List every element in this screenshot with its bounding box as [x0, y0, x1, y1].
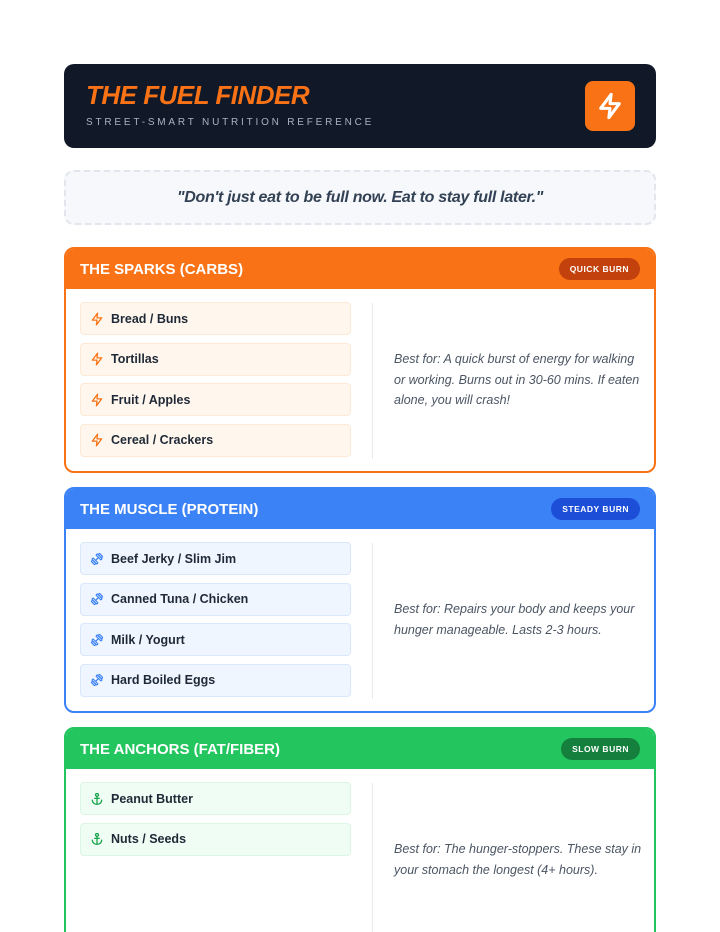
divider	[372, 303, 373, 459]
divider	[372, 783, 373, 932]
food-item-label: Tortillas	[111, 352, 159, 367]
food-item	[80, 424, 351, 457]
food-item	[80, 623, 351, 656]
anchor-icon	[89, 831, 105, 847]
section-description: Best for: Repairs your body and keeps your hunger manageable. Lasts 2-3 hours.	[394, 602, 635, 637]
page-subtitle: STREET-SMART NUTRITION REFERENCE	[86, 117, 375, 128]
food-item	[80, 583, 351, 616]
motto-quote: "Don't just eat to be full now. Eat to stay full later."	[64, 170, 656, 225]
section-header	[66, 249, 654, 289]
food-item	[80, 823, 351, 856]
food-item	[80, 542, 351, 575]
dumbbell-icon	[89, 591, 105, 607]
food-item-label: Milk / Yogurt	[111, 632, 185, 647]
food-item-label: Peanut Butter	[111, 791, 193, 806]
food-item-label: Fruit / Apples	[111, 392, 191, 407]
section-muscle	[64, 487, 656, 713]
food-item	[80, 782, 351, 815]
section-anchors	[64, 727, 656, 932]
section-sparks	[64, 247, 656, 473]
burn-badge: QUICK BURN	[559, 258, 640, 280]
food-item-label: Cereal / Crackers	[111, 433, 214, 448]
lightning-icon	[89, 311, 105, 327]
section-title: THE SPARKS (CARBS)	[80, 260, 244, 278]
food-item-label: Beef Jerky / Slim Jim	[111, 551, 237, 566]
dumbbell-icon	[89, 672, 105, 688]
burn-badge: SLOW BURN	[561, 738, 640, 760]
food-item	[80, 343, 351, 376]
food-item	[80, 664, 351, 697]
section-description: Best for: The hunger-stoppers. These stay in your stomach the longest (4+ hours).	[394, 842, 642, 877]
lightning-icon	[596, 92, 624, 120]
burn-badge: STEADY BURN	[551, 498, 640, 520]
lightning-icon	[89, 432, 105, 448]
section-header	[66, 489, 654, 529]
anchor-icon	[89, 791, 105, 807]
page-header	[64, 64, 656, 148]
dumbbell-icon	[89, 632, 105, 648]
food-item	[80, 383, 351, 416]
lightning-icon	[89, 392, 105, 408]
lightning-icon	[89, 351, 105, 367]
page-title: THE FUEL FINDER	[86, 80, 310, 110]
food-item-label: Hard Boiled Eggs	[111, 673, 216, 688]
section-description: Best for: A quick burst of energy for walking or working. Burns out in 30-60 mins. If eaten alone, you will crash!	[394, 352, 640, 407]
food-item-label: Nuts / Seeds	[111, 832, 187, 847]
section-title: THE MUSCLE (PROTEIN)	[80, 500, 259, 518]
lightning-logo	[585, 81, 635, 131]
food-item-label: Bread / Buns	[111, 311, 189, 326]
food-item	[80, 302, 351, 335]
food-item-label: Canned Tuna / Chicken	[111, 592, 249, 607]
dumbbell-icon	[89, 551, 105, 567]
divider	[372, 543, 373, 699]
section-title: THE ANCHORS (FAT/FIBER)	[80, 740, 280, 758]
section-header	[66, 729, 654, 769]
